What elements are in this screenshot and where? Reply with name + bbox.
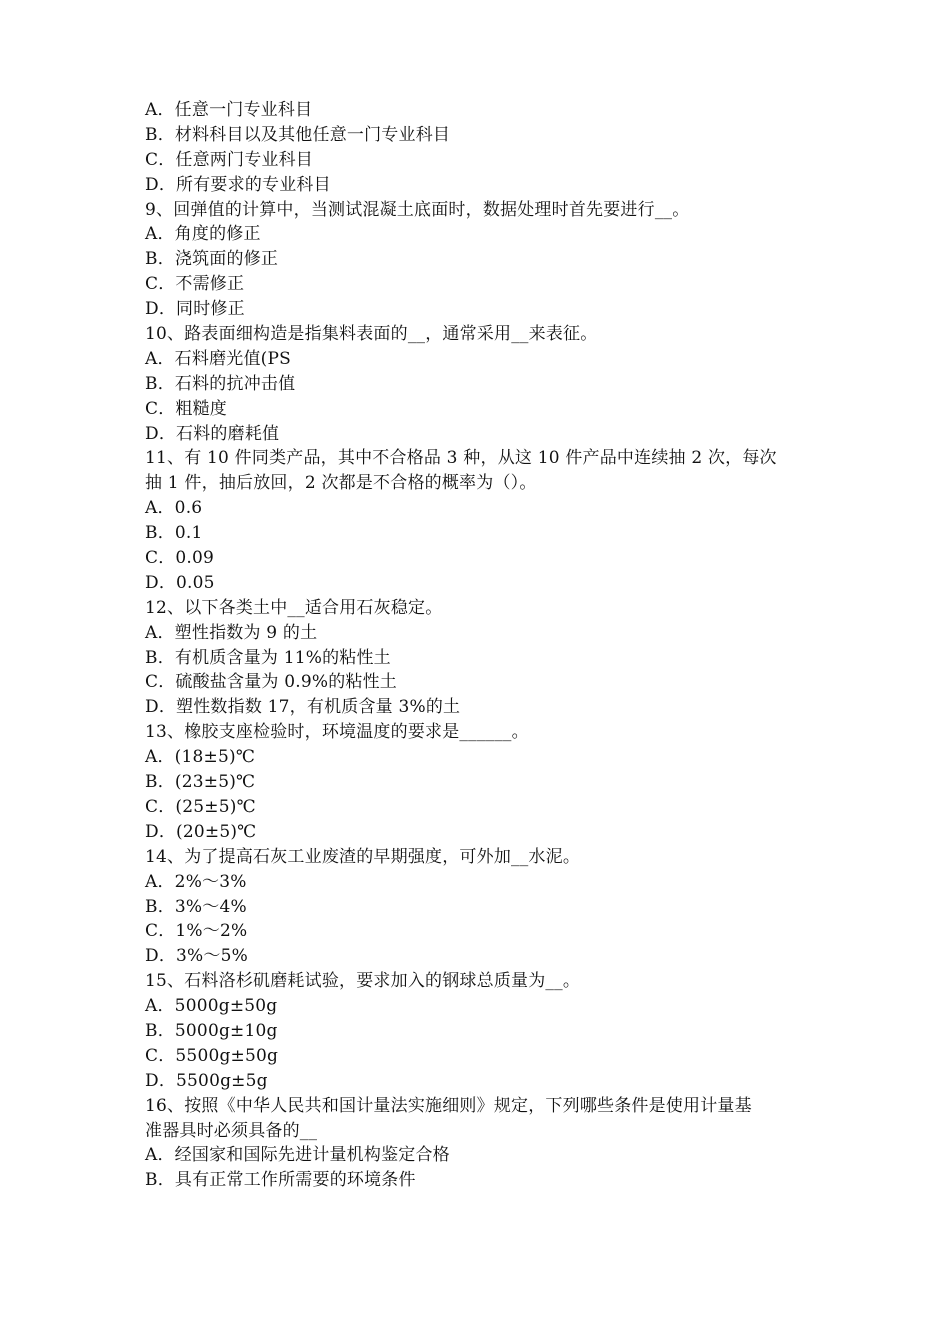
option-b-q13: B．(23±5)℃	[145, 772, 256, 793]
option-a-q9: A．角度的修正	[145, 224, 261, 245]
question-12: 12、以下各类土中__适合用石灰稳定。	[145, 597, 443, 618]
option-d-q13: D．(20±5)℃	[145, 821, 257, 842]
option-a-q8: A．任意一门专业科目	[145, 100, 313, 120]
question-16-line-1: 16、按照《中华人民共和国计量法实施细则》规定，下列哪些条件是使用计量基	[145, 1095, 752, 1116]
question-11-line-1: 11、有 10 件同类产品，其中不合格品 3 种，从这 10 件产品中连续抽 2 次，每次	[145, 448, 777, 469]
option-b-q16: B．具有正常工作所需要的环境条件	[145, 1170, 416, 1191]
option-a-q14: A．2%～3%	[145, 871, 247, 892]
option-d-q8: D．所有要求的专业科目	[145, 174, 331, 195]
document-body	[145, 98, 825, 1193]
question-10: 10、路表面细构造是指集料表面的__，通常采用__来表征。	[145, 324, 598, 345]
option-c-q8: C．任意两门专业科目	[145, 149, 314, 170]
question-9: 9、回弹值的计算中，当测试混凝土底面时，数据处理时首先要进行__。	[145, 199, 690, 220]
option-d-q12: D．塑性数指数 17，有机质含量 3%的土	[145, 697, 461, 718]
question-11-line-2: 抽 1 件，抽后放回，2 次都是不合格的概率为（）。	[145, 473, 537, 494]
option-d-q10: D．石料的磨耗值	[145, 423, 280, 444]
option-c-q9: C．不需修正	[145, 274, 245, 295]
option-a-q13: A．(18±5)℃	[145, 747, 256, 768]
question-16-line-2: 准器具时必须具备的__	[145, 1120, 318, 1141]
question-14: 14、为了提高石灰工业废渣的早期强度，可外加__水泥。	[145, 846, 581, 867]
option-d-q9: D．同时修正	[145, 299, 245, 320]
option-b-q14: B．3%～4%	[145, 896, 247, 917]
question-15: 15、石料洛杉矶磨耗试验，要求加入的钢球总质量为__。	[145, 971, 581, 992]
option-a-q15: A．5000g±50g	[145, 996, 278, 1017]
option-c-q13: C．(25±5)℃	[145, 796, 256, 817]
option-c-q14: C．1%～2%	[145, 921, 248, 942]
option-b-q9: B．浇筑面的修正	[145, 249, 279, 270]
option-b-q11: B．0.1	[145, 523, 203, 544]
option-a-q10: A．石料磨光值(PS	[145, 348, 291, 369]
option-d-q15: D．5500g±5g	[145, 1070, 268, 1091]
option-c-q11: C．0.09	[145, 548, 215, 569]
option-c-q12: C．硫酸盐含量为 0.9%的粘性土	[145, 672, 397, 693]
option-b-q10: B．石料的抗冲击值	[145, 373, 296, 394]
option-c-q15: C．5500g±50g	[145, 1045, 279, 1066]
question-13: 13、橡胶支座检验时，环境温度的要求是______。	[145, 722, 529, 743]
option-b-q12: B．有机质含量为 11%的粘性土	[145, 647, 391, 668]
option-b-q8: B．材料科目以及其他任意一门专业科目	[145, 124, 451, 145]
option-a-q11: A．0.6	[145, 498, 203, 519]
option-b-q15: B．5000g±10g	[145, 1020, 278, 1041]
option-c-q10: C．粗糙度	[145, 398, 228, 419]
option-d-q11: D．0.05	[145, 572, 215, 593]
option-a-q16: A．经国家和国际先进计量机构鉴定合格	[145, 1145, 450, 1166]
option-d-q14: D．3%～5%	[145, 946, 248, 967]
option-a-q12: A．塑性指数为 9 的土	[145, 622, 318, 643]
